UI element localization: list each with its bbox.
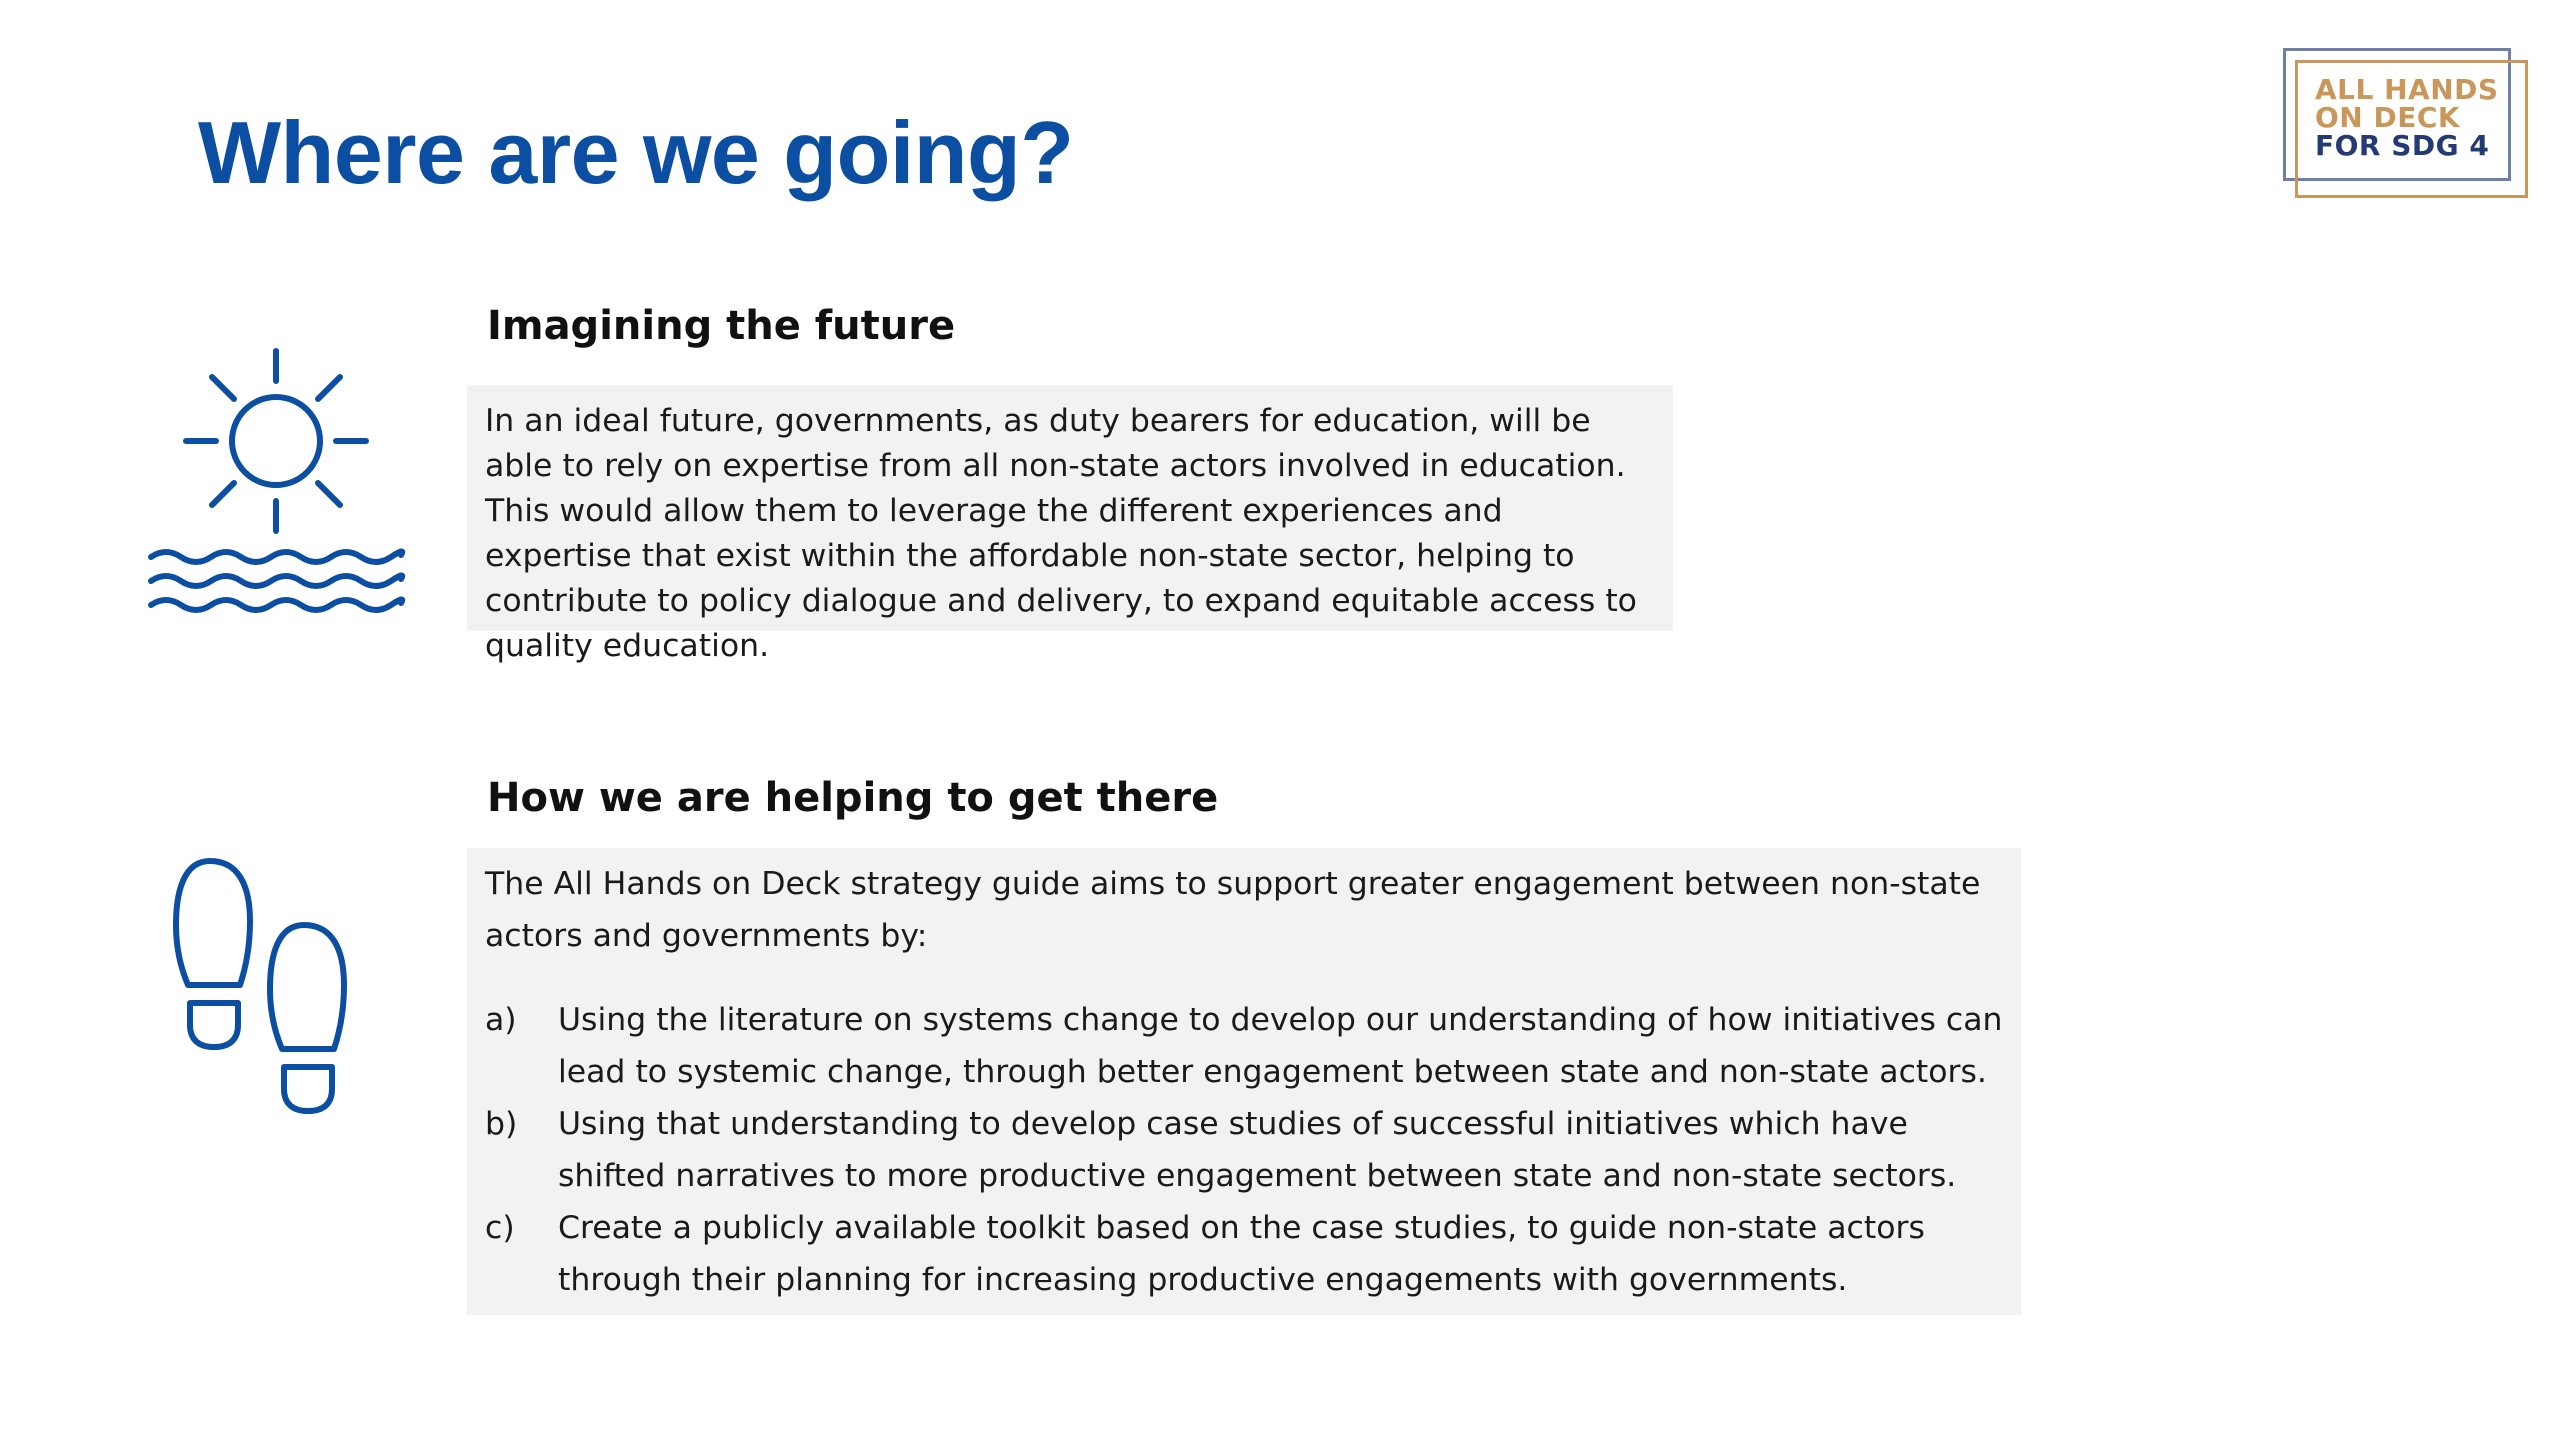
footprints-icon [168, 855, 358, 1115]
page-title: Where are we going? [198, 103, 1074, 202]
logo-line-3: FOR SDG 4 [2315, 129, 2490, 162]
section-heading-future: Imagining the future [487, 303, 956, 349]
future-body-text: In an ideal future, governments, as duty bearers for education, will be able to rely on expertise from all non-state actors involved in education. This would allow them to leverage the different experiences and expertise that exist within the affordable non-state sector, helping to contribute to policy dialogue and delivery, to expand equitable access to quality education. [485, 403, 1637, 664]
all-hands-on-deck-logo [2283, 48, 2528, 198]
logo-line-1: ALL HANDS [2315, 73, 2499, 106]
list-item [485, 994, 2003, 1098]
list-marker: c) [485, 1210, 515, 1246]
list-item-text: Using the literature on systems change to develop our understanding of how initiatives can lead to systemic change, through better engagement between state and non-state actors. [558, 1002, 2003, 1090]
list-item-text: Using that understanding to develop case studies of successful initiatives which have shifted narratives to more productive engagement between state and non-state sectors. [558, 1106, 1957, 1194]
helping-intro-text: The All Hands on Deck strategy guide aims to support greater engagement between non-state actors and governments by: [485, 866, 1981, 954]
list-marker: a) [485, 1002, 517, 1038]
list-marker: b) [485, 1106, 518, 1142]
section-heading-helping: How we are helping to get there [487, 775, 1219, 821]
list-item [485, 1202, 2003, 1306]
helping-list [485, 994, 2003, 1306]
logo-text [2315, 73, 2499, 162]
sun-over-water-icon [145, 345, 407, 615]
list-item [485, 1098, 2003, 1202]
logo-line-2: ON DECK [2315, 101, 2461, 134]
helping-text-box [467, 848, 2021, 1315]
list-item-text: Create a publicly available toolkit based on the case studies, to guide non-state actors through their planning for increasing productive engagements with governments. [558, 1210, 1925, 1298]
future-text-box [467, 385, 1673, 664]
